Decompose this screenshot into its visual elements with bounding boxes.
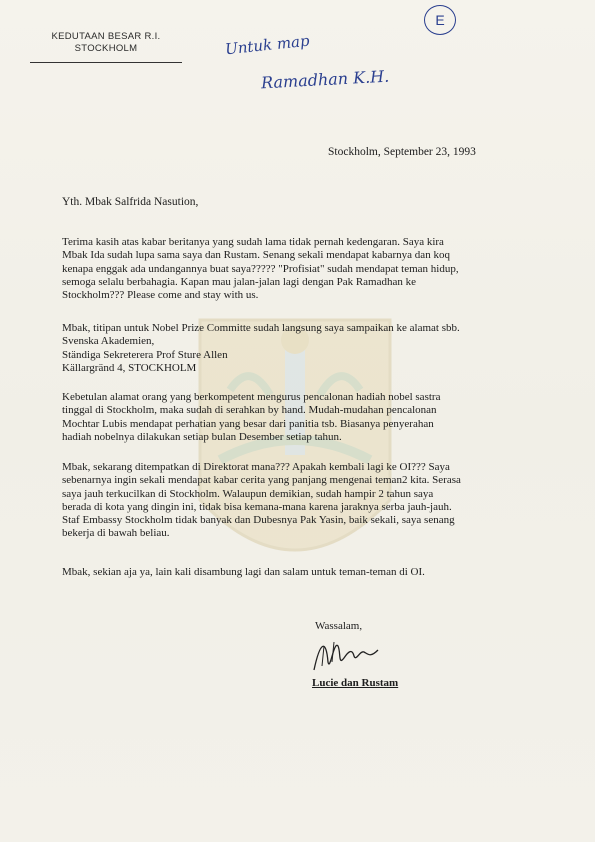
paragraph-line: saya jauh terkucilkan di Stockholm. Walaupun demikian, sudah hampir 2 tahun saya <box>62 487 434 500</box>
handwritten-note <box>225 30 425 100</box>
letterhead-divider <box>30 62 182 63</box>
letterhead-line1: KEDUTAAN BESAR R.I. <box>51 31 161 42</box>
letterhead <box>30 31 182 55</box>
paragraph-line: Ständiga Sekreterera Prof Sture Allen <box>62 348 228 361</box>
letterhead-line2: STOCKHOLM <box>74 43 138 54</box>
handwritten-line2: Ramadhan K.H. <box>260 66 390 93</box>
paragraph-line: Svenska Akademien, <box>62 335 155 348</box>
paragraph-line: Staf Embassy Stockholm tidak banyak dan Dubesnya Pak Yasin, baik sekali, saya senang <box>62 514 455 527</box>
paragraph-line: sebenarnya ingin sekali mendapat kabar cerita yang panjang mengenai teman2 kita. Serasa <box>62 474 461 487</box>
paragraph-line: Källargränd 4, STOCKHOLM <box>62 361 197 374</box>
paragraph-line: hadiah nobelnya dilakukan setiap bulan Desember setiap tahun. <box>62 430 342 443</box>
letter-date: Stockholm, September 23, 1993 <box>328 146 476 158</box>
paragraph-line: Mbak Ida sudah lupa sama saya dan Rustam. Senang sekali mendapat kabarnya dan koq <box>62 249 450 262</box>
paragraph-line: Kebetulan alamat orang yang berkompetent mengurus pencalonan hadiah nobel sastra <box>62 391 441 403</box>
paragraph-1 <box>62 236 510 302</box>
closing: Wassalam, <box>315 620 363 632</box>
paragraph-line: semoga selalu berbahagia. Kapan mau jalan-jalan lagi dengan Pak Ramadhan ke <box>62 275 417 288</box>
paragraph-3 <box>62 391 510 444</box>
circled-letter-mark: E <box>424 5 456 35</box>
paragraph-line: bekerja di bawah beliau. <box>62 527 170 540</box>
handwritten-line1: Untuk map <box>224 31 311 59</box>
paragraph-line: Stockholm??? Please come and stay with us. <box>62 289 259 302</box>
paragraph-line: kenapa enggak ada undangannya buat saya????? "Profisiat" sudah mendapat teman hidup, <box>62 262 459 275</box>
paragraph-line: Mbak, titipan untuk Nobel Prize Committe sudah langsung saya sampaikan ke alamat sbb. <box>62 322 460 334</box>
paragraph-2 <box>62 322 510 375</box>
paragraph-line: Mbak, sekarang ditempatkan di Direktorat mana??? Apakah kembali lagi ke OI??? Saya <box>62 461 450 473</box>
paragraph-line: Mochtar Lubis mendapat perhatian yang besar dari panitia tsb. Biasanya penyerahan <box>62 417 434 430</box>
paragraph-line: berada di kota yang dingin ini, tidak bisa kemana-mana karena jaraknya serba jauh-jauh. <box>62 500 452 513</box>
paragraph-line: Mbak, sekian aja ya, lain kali disambung lagi dan salam untuk teman-teman di OI. <box>62 566 425 578</box>
paragraph-5 <box>62 566 510 579</box>
signer-name: Lucie dan Rustam <box>312 677 399 689</box>
paragraph-4 <box>62 461 510 541</box>
paragraph-line: tinggal di Stockholm, maka sudah di serahkan by hand. Mudah-mudahan pencalonan <box>62 404 437 417</box>
handwritten-signature <box>308 632 388 676</box>
salutation: Yth. Mbak Salfrida Nasution, <box>62 196 199 208</box>
paragraph-line: Terima kasih atas kabar beritanya yang sudah lama tidak pernah kedengaran. Saya kira <box>62 236 444 248</box>
